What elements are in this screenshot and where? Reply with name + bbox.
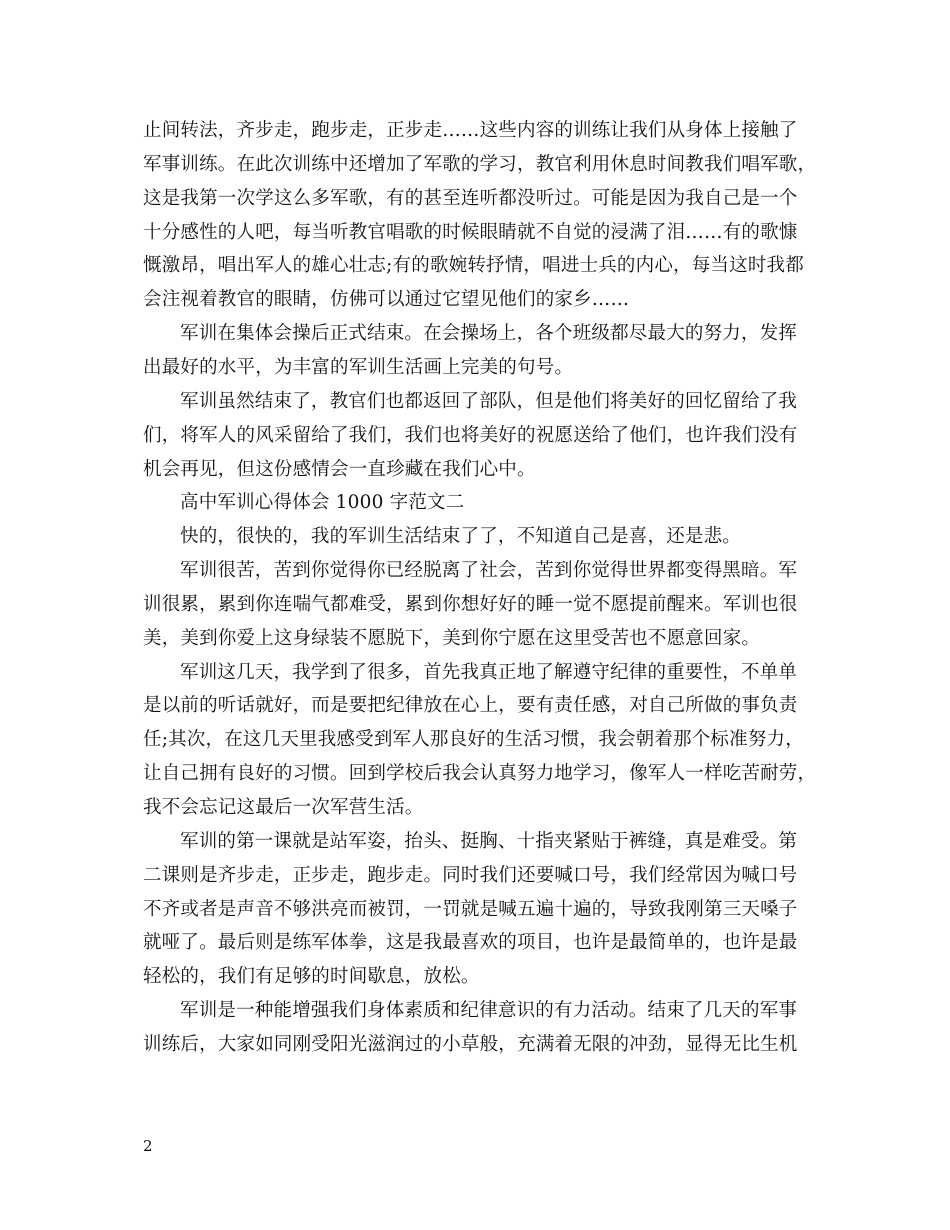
text-line: 让自己拥有良好的习惯。回到学校后我会认真努力地学习，像军人一样吃苦耐劳， <box>143 763 817 784</box>
text-line: 止间转法，齐步走，跑步走，正步走……这些内容的训练让我们从身体上接触了 <box>143 120 798 141</box>
text-line: 机会再见，但这份感情会一直珍藏在我们心中。 <box>143 459 536 480</box>
page-number: 2 <box>143 1137 153 1155</box>
text-line: 军训的第一课就是站军姿，抬头、挺胸、十指夹紧贴于裤缝，真是难受。第 <box>180 831 798 852</box>
text-line: 任;其次，在这几天里我感受到军人那良好的生活习惯，我会朝着那个标准努力， <box>143 729 804 750</box>
text-line: 军事训练。在此次训练中还增加了军歌的学习，教官利用休息时间教我们唱军歌， <box>143 154 817 175</box>
text-line: 训很累，累到你连喘气都难受，累到你想好好的睡一觉不愿提前醒来。军训也很 <box>143 594 798 615</box>
text-line: 不齐或者是声音不够洪亮而被罚，一罚就是喊五遍十遍的，导致我刚第三天嗓子 <box>143 899 798 920</box>
text-line: 军训在集体会操后正式结束。在会操场上，各个班级都尽最大的努力，发挥 <box>180 323 798 344</box>
text-line: 出最好的水平，为丰富的军训生活画上完美的句号。 <box>143 357 574 378</box>
text-line: 就哑了。最后则是练军体拳，这是我最喜欢的项目，也许是最简单的，也许是最 <box>143 932 798 953</box>
text-line: 轻松的，我们有足够的时间歇息，放松。 <box>143 966 480 987</box>
text-line: 军训虽然结束了，教官们也都返回了部队，但是他们将美好的回忆留给了我 <box>180 391 798 412</box>
text-line: 是以前的听话就好，而是要把纪律放在心上，要有责任感，对自己所做的事负责 <box>143 695 798 716</box>
text-line: 这是我第一次学这么多军歌，有的甚至连听都没听过。可能是因为我自己是一个 <box>143 188 798 209</box>
text-line: 训练后，大家如同刚受阳光滋润过的小草般，充满着无限的冲劲，显得无比生机 <box>143 1034 798 1055</box>
text-line: 会注视着教官的眼睛，仿佛可以通过它望见他们的家乡…… <box>143 289 630 310</box>
text-line: 十分感性的人吧，每当听教官唱歌的时候眼睛就不自觉的浸满了泪……有的歌慷 <box>143 222 798 243</box>
text-line: 我不会忘记这最后一次军营生活。 <box>143 797 424 818</box>
text-line: 军训是一种能增强我们身体素质和纪律意识的有力活动。结束了几天的军事 <box>180 1000 798 1021</box>
text-line: 高中军训心得体会 1000 字范文二 <box>180 492 465 513</box>
text-line: 军训很苦，苦到你觉得你已经脱离了社会，苦到你觉得世界都变得黑暗。军 <box>180 560 798 581</box>
text-line: 们，将军人的风采留给了我们，我们也将美好的祝愿送给了他们，也许我们没有 <box>143 425 798 446</box>
text-line: 快的，很快的，我的军训生活结束了了，不知道自己是喜，还是悲。 <box>180 526 742 547</box>
text-line: 军训这几天，我学到了很多，首先我真正地了解遵守纪律的重要性，不单单 <box>180 662 798 683</box>
text-line: 慨激昂，唱出军人的雄心壮志;有的歌婉转抒情，唱进士兵的内心，每当这时我都 <box>143 255 804 276</box>
text-line: 美，美到你爱上这身绿装不愿脱下，美到你宁愿在这里受苦也不愿意回家。 <box>143 628 761 649</box>
text-line: 二课则是齐步走，正步走，跑步走。同时我们还要喊口号，我们经常因为喊口号 <box>143 865 798 886</box>
